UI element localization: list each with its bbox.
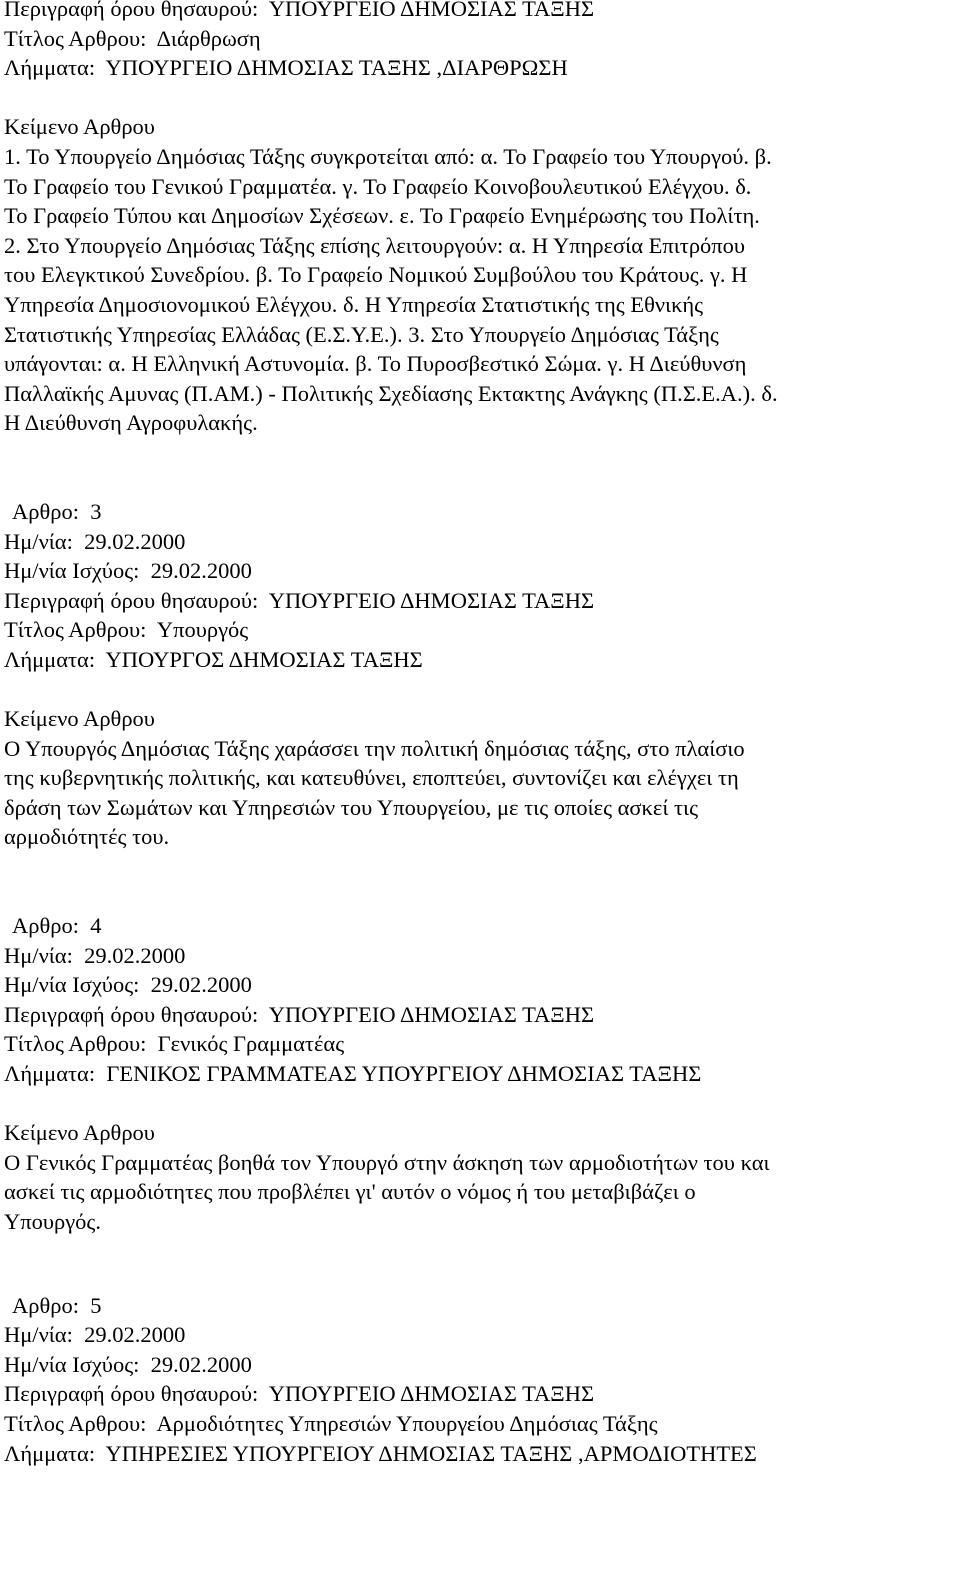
document-page bbox=[4, 0, 952, 1468]
article-3 bbox=[4, 497, 952, 852]
thesaurus-description-line bbox=[4, 586, 952, 616]
text-line: της κυβερνητικής πολιτικής, και κατευθύνει, εποπτεύει, συντονίζει και ελέγχει τη bbox=[4, 765, 739, 791]
section-gap bbox=[4, 852, 952, 911]
blank-line bbox=[4, 1089, 952, 1119]
blank-line bbox=[4, 83, 952, 113]
thesaurus-description-line bbox=[4, 1000, 952, 1030]
text-line: 2. Στο Υπουργείο Δημόσιας Τάξης επίσης λειτουργούν: α. Η Υπηρεσία Επιτρόπου bbox=[4, 232, 746, 258]
article-number-line bbox=[4, 1291, 952, 1321]
text-line: Ο Υπουργός Δημόσιας Τάξης χαράσσει την πολιτική δημόσιας τάξης, στο πλαίσιο bbox=[4, 735, 745, 761]
article-text-heading: Κείμενο Αρθρου bbox=[4, 1120, 155, 1146]
field-label: Τίτλος Αρθρου: bbox=[4, 1410, 147, 1436]
field-value: ΥΠΟΥΡΓΟΣ ΔΗΜΟΣΙΑΣ ΤΑΞΗΣ bbox=[105, 646, 423, 672]
text-line: Η Διεύθυνση Αγροφυλακής. bbox=[4, 410, 258, 436]
field-value: ΥΠΟΥΡΓΕΙΟ ΔΗΜΟΣΙΑΣ ΤΑΞΗΣ bbox=[268, 1381, 595, 1407]
date-line bbox=[4, 1320, 952, 1350]
text-line: ασκεί τις αρμοδιότητες που προβλέπει γι' αυτόν ο νόμος ή του μεταβιβάζει ο bbox=[4, 1179, 696, 1205]
field-label: Περιγραφή όρου θησαυρού: bbox=[4, 587, 259, 613]
article-4 bbox=[4, 911, 952, 1237]
field-value: Αρμοδιότητες Υπηρεσιών Υπουργείου Δημόσιας Τάξης bbox=[156, 1410, 658, 1436]
field-label: Περιγραφή όρου θησαυρού: bbox=[4, 1001, 259, 1027]
field-value: 29.02.2000 bbox=[150, 972, 252, 998]
field-value: ΥΠΟΥΡΓΕΙΟ ΔΗΜΟΣΙΑΣ ΤΑΞΗΣ ,ΔΙΑΡΘΡΩΣΗ bbox=[105, 55, 568, 81]
field-value: 29.02.2000 bbox=[84, 1322, 186, 1348]
thesaurus-description-line bbox=[4, 0, 952, 24]
field-label: Ημ/νία Ισχύος: bbox=[4, 1351, 140, 1377]
text-line: Το Γραφείο Τύπου και Δημοσίων Σχέσεων. ε. Το Γραφείο Ενημέρωσης του Πολίτη. bbox=[4, 203, 760, 229]
blank-line bbox=[4, 674, 952, 704]
field-label: Τίτλος Αρθρου: bbox=[4, 617, 147, 643]
thesaurus-description-line bbox=[4, 1379, 952, 1409]
field-label: Αρθρο: bbox=[12, 498, 79, 524]
article-5 bbox=[4, 1291, 952, 1469]
field-label: Τίτλος Αρθρου: bbox=[4, 1031, 147, 1057]
field-label: Περιγραφή όρου θησαυρού: bbox=[4, 1381, 259, 1407]
field-label: Αρθρο: bbox=[12, 1292, 79, 1318]
keywords-line bbox=[4, 645, 952, 675]
field-value: Διάρθρωση bbox=[156, 25, 261, 51]
effective-date-line bbox=[4, 1350, 952, 1380]
field-label: Περιγραφή όρου θησαυρού: bbox=[4, 0, 259, 21]
field-value: 29.02.2000 bbox=[84, 528, 186, 554]
keywords-line bbox=[4, 53, 952, 83]
text-line: υπάγονται: α. Η Ελληνική Αστυνομία. β. Το Πυροσβεστικό Σώμα. γ. Η Διεύθυνση bbox=[4, 351, 747, 377]
field-label: Αρθρο: bbox=[12, 913, 79, 939]
text-line: δράση των Σωμάτων και Υπηρεσιών του Υπουργείου, με τις οποίες ασκεί τις bbox=[4, 794, 699, 820]
article-2-tail bbox=[4, 0, 952, 438]
article-number-line bbox=[4, 497, 952, 527]
article-text-heading: Κείμενο Αρθρου bbox=[4, 114, 155, 140]
field-label: Ημ/νία: bbox=[4, 942, 73, 968]
field-value: ΥΠΟΥΡΓΕΙΟ ΔΗΜΟΣΙΑΣ ΤΑΞΗΣ bbox=[268, 0, 595, 21]
section-gap bbox=[4, 1237, 952, 1291]
article-text-heading: Κείμενο Αρθρου bbox=[4, 706, 155, 732]
field-value: Υπουργός bbox=[156, 617, 249, 643]
article-title-line bbox=[4, 1029, 952, 1059]
text-line: Υπηρεσία Δημοσιονομικού Ελέγχου. δ. Η Υπηρεσία Στατιστικής της Εθνικής bbox=[4, 291, 704, 317]
field-label: Ημ/νία: bbox=[4, 1322, 73, 1348]
field-value: ΥΠΟΥΡΓΕΙΟ ΔΗΜΟΣΙΑΣ ΤΑΞΗΣ bbox=[268, 1001, 595, 1027]
text-line: αρμοδιότητές του. bbox=[4, 824, 170, 850]
article-number: 5 bbox=[90, 1292, 102, 1318]
article-title-line bbox=[4, 615, 952, 645]
text-line: Στατιστικής Υπηρεσίας Ελλάδας (Ε.Σ.Υ.Ε.). 3. Στο Υπουργείο Δημόσιας Τάξης bbox=[4, 321, 719, 347]
field-value: ΥΠΟΥΡΓΕΙΟ ΔΗΜΟΣΙΑΣ ΤΑΞΗΣ bbox=[268, 587, 595, 613]
field-value: ΓΕΝΙΚΟΣ ΓΡΑΜΜΑΤΕΑΣ ΥΠΟΥΡΓΕΙΟΥ ΔΗΜΟΣΙΑΣ ΤΑΞΗΣ bbox=[106, 1061, 702, 1086]
field-value: ΥΠΗΡΕΣΙΕΣ ΥΠΟΥΡΓΕΙΟΥ ΔΗΜΟΣΙΑΣ ΤΑΞΗΣ ,ΑΡΜΟΔΙΟΤΗΤΕΣ bbox=[105, 1440, 757, 1466]
text-line: Υπουργός. bbox=[4, 1208, 101, 1234]
article-title-line bbox=[4, 1409, 952, 1439]
article-number: 3 bbox=[90, 498, 102, 524]
field-label: Ημ/νία: bbox=[4, 528, 73, 554]
field-label: Λήμματα: bbox=[4, 55, 96, 81]
date-line bbox=[4, 941, 952, 971]
field-value: Γενικός Γραμματέας bbox=[157, 1031, 345, 1057]
text-line: Παλλαϊκής Αμυνας (Π.ΑΜ.) - Πολιτικής Σχεδίασης Εκτακτης Ανάγκης (Π.Σ.Ε.Α.). δ. bbox=[4, 380, 778, 406]
field-label: Τίτλος Αρθρου: bbox=[4, 25, 147, 51]
text-line: Το Γραφείο του Γενικού Γραμματέα. γ. Το Γραφείο Κοινοβουλευτικού Ελέγχου. δ. bbox=[4, 173, 752, 199]
article-title-line bbox=[4, 24, 952, 54]
keywords-line bbox=[4, 1059, 952, 1089]
text-line: 1. Το Υπουργείο Δημόσιας Τάξης συγκροτείται από: α. Το Γραφείο του Υπουργού. β. bbox=[4, 143, 772, 169]
article-number: 4 bbox=[90, 913, 102, 939]
section-gap bbox=[4, 438, 952, 497]
field-label: Λήμματα: bbox=[4, 1061, 96, 1086]
article-number-line bbox=[4, 911, 952, 941]
effective-date-line bbox=[4, 556, 952, 586]
field-label: Λήμματα: bbox=[4, 1440, 96, 1466]
field-label: Ημ/νία Ισχύος: bbox=[4, 972, 140, 998]
date-line bbox=[4, 527, 952, 557]
field-label: Λήμματα: bbox=[4, 646, 96, 672]
keywords-line bbox=[4, 1439, 952, 1469]
field-value: 29.02.2000 bbox=[150, 1351, 252, 1377]
field-value: 29.02.2000 bbox=[84, 942, 186, 968]
effective-date-line bbox=[4, 970, 952, 1000]
text-line: Ο Γενικός Γραμματέας βοηθά τον Υπουργό στην άσκηση των αρμοδιοτήτων του και bbox=[4, 1149, 770, 1175]
field-label: Ημ/νία Ισχύος: bbox=[4, 558, 140, 584]
field-value: 29.02.2000 bbox=[150, 558, 252, 584]
text-line: του Ελεγκτικού Συνεδρίου. β. Το Γραφείο Νομικού Συμβούλου του Κράτους. γ. Η bbox=[4, 262, 748, 288]
